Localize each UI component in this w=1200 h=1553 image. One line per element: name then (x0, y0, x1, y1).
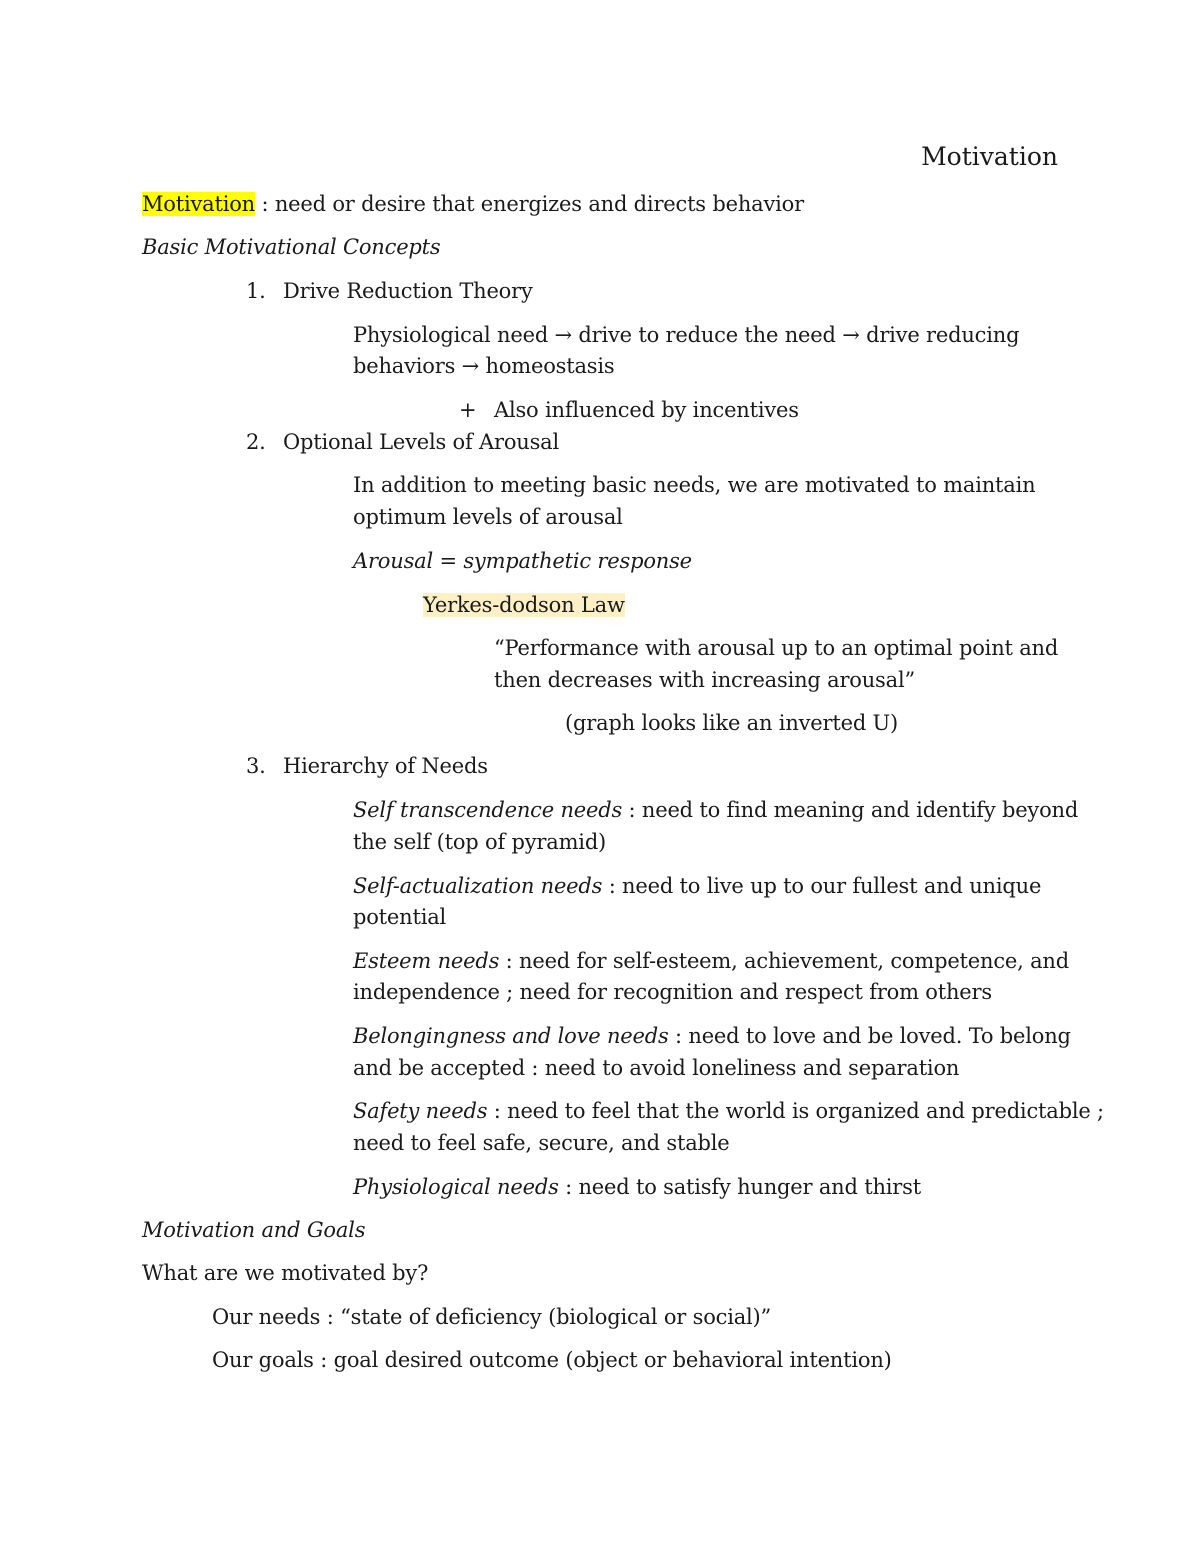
need-desc: : need to feel that the world is organized and predictable ; (487, 1099, 1104, 1123)
section-heading-basic-concepts: Basic Motivational Concepts (142, 235, 441, 259)
need-belongingness (353, 1021, 1071, 1052)
need-safety (353, 1096, 1104, 1127)
need-belongingness-cont: and be accepted : need to avoid loneliness and separation (353, 1056, 960, 1080)
need-self-transcendence-cont: the self (top of pyramid) (353, 830, 607, 854)
need-term: Self transcendence needs (353, 798, 623, 822)
law-note: (graph looks like an inverted U) (565, 711, 899, 735)
list-heading-arousal: Optional Levels of Arousal (283, 430, 560, 454)
law-quote-line-2: then decreases with increasing arousal” (494, 668, 915, 692)
list-number-1: 1. (246, 279, 266, 303)
need-term: Esteem needs (353, 949, 500, 973)
arousal-line-2: optimum levels of arousal (353, 505, 623, 529)
definition-term: Motivation (142, 192, 256, 216)
section-heading-goals: Motivation and Goals (142, 1218, 366, 1242)
definition-text: : need or desire that energizes and directs behavior (255, 192, 804, 216)
yerkes-dodson-line (423, 590, 625, 621)
answer-needs: Our needs : “state of deficiency (biological or social)” (212, 1305, 772, 1329)
list-number-3: 3. (246, 754, 266, 778)
bullet-marker: + (459, 398, 477, 422)
answer-goals: Our goals : goal desired outcome (object or behavioral intention) (212, 1348, 892, 1372)
yerkes-dodson-law: Yerkes-dodson Law (423, 593, 625, 617)
need-self-actualization (353, 871, 1041, 902)
bullet-incentives: Also influenced by incentives (494, 398, 799, 422)
arousal-line-1: In addition to meeting basic needs, we are motivated to maintain (353, 473, 1036, 497)
need-desc: : need for self-esteem, achievement, competence, and (499, 949, 1069, 973)
need-term: Physiological needs (353, 1175, 559, 1199)
need-self-transcendence (353, 795, 1078, 826)
need-desc: : need to satisfy hunger and thirst (558, 1175, 921, 1199)
arousal-definition: Arousal = sympathetic response (353, 549, 692, 573)
list-heading-hierarchy: Hierarchy of Needs (283, 754, 488, 778)
need-esteem-cont: independence ; need for recognition and respect from others (353, 980, 992, 1004)
list-heading-drive-reduction: Drive Reduction Theory (283, 279, 533, 303)
need-term: Safety needs (353, 1099, 488, 1123)
page-title: Motivation (921, 142, 1058, 171)
need-desc: : need to live up to our fullest and unique (602, 874, 1042, 898)
need-self-actualization-cont: potential (353, 905, 447, 929)
need-term: Belongingness and love needs (353, 1024, 669, 1048)
list-number-2: 2. (246, 430, 266, 454)
need-physiological (353, 1172, 921, 1203)
need-term: Self-actualization needs (353, 874, 603, 898)
drive-reduction-line-2: behaviors → homeostasis (353, 354, 615, 378)
law-quote-line-1: “Performance with arousal up to an optimal point and (494, 636, 1059, 660)
need-safety-cont: need to feel safe, secure, and stable (353, 1131, 730, 1155)
definition-line (142, 189, 804, 220)
question-line: What are we motivated by? (142, 1261, 429, 1285)
need-desc: : need to find meaning and identify beyond (622, 798, 1079, 822)
need-desc: : need to love and be loved. To belong (668, 1024, 1071, 1048)
drive-reduction-line-1: Physiological need → drive to reduce the need → drive reducing (353, 323, 1020, 347)
need-esteem (353, 946, 1069, 977)
